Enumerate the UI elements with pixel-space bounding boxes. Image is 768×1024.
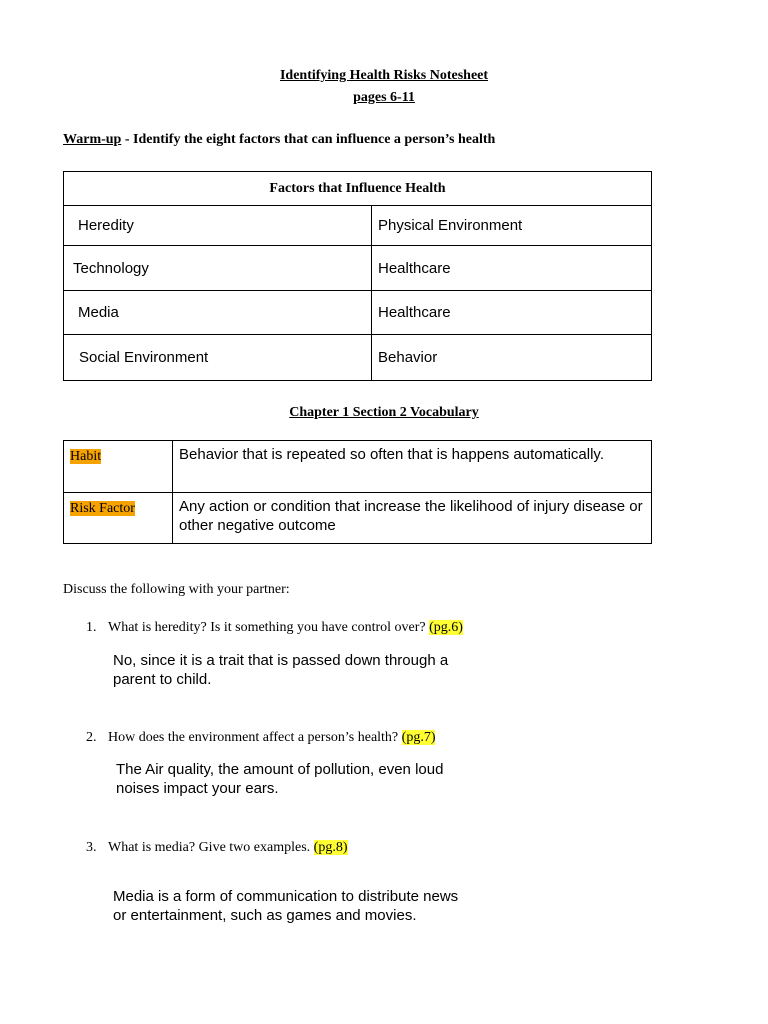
question-text: What is media? Give two examples.: [108, 840, 314, 855]
vocabulary-title: Chapter 1 Section 2 Vocabulary: [289, 405, 479, 420]
table-row: [64, 493, 652, 544]
factors-table-header-row: [64, 172, 652, 206]
factor-cell: Social Environment: [64, 335, 372, 381]
factor-cell: Healthcare: [372, 291, 652, 335]
vocab-term-cell: [64, 493, 173, 544]
answer-line: No, since it is a trait that is passed down through a: [113, 652, 449, 669]
vocab-definition: Behavior that is repeated so often that is happens automatically.: [173, 441, 652, 493]
page-range: pages 6-11: [353, 90, 415, 105]
question-1: [86, 620, 463, 636]
page-reference: (pg.7): [401, 730, 436, 745]
factor-cell: Heredity: [64, 206, 372, 246]
factor-cell: Technology: [64, 246, 372, 291]
question-3: [86, 840, 348, 856]
table-row: [64, 246, 652, 291]
warmup-text: - Identify the eight factors that can influence a person’s health: [121, 132, 496, 147]
answer-3: [113, 887, 458, 925]
answer-line: noises impact your ears.: [116, 780, 279, 797]
table-row: [64, 441, 652, 493]
question-text: What is heredity? Is it something you have control over?: [108, 620, 430, 635]
table-row: [64, 291, 652, 335]
page-reference: (pg.6): [429, 620, 463, 635]
vocab-term: Habit: [70, 449, 102, 464]
question-number: 1.: [86, 620, 97, 635]
warmup-prompt: [63, 132, 495, 148]
document-title: Identifying Health Risks Notesheet: [279, 68, 489, 83]
answer-line: or entertainment, such as games and movies.: [113, 907, 417, 924]
vocab-term: Risk Factor: [70, 501, 135, 516]
answer-line: Media is a form of communication to distribute news: [113, 888, 459, 905]
question-text: How does the environment affect a person’s health?: [108, 730, 402, 745]
question-number: 3.: [86, 840, 97, 855]
answer-line: parent to child.: [113, 671, 212, 688]
question-2: [86, 730, 435, 746]
table-row: [64, 335, 652, 381]
page-reference: (pg.8): [313, 840, 348, 855]
factors-table-header: Factors that Influence Health: [64, 172, 652, 206]
factors-table: [63, 171, 652, 381]
vocab-term-cell: [64, 441, 173, 493]
answer-2: [116, 760, 443, 798]
warmup-label: Warm-up: [63, 132, 122, 147]
factor-cell: Behavior: [372, 335, 652, 381]
factor-cell: Healthcare: [372, 246, 652, 291]
vocabulary-table: [63, 440, 652, 544]
factor-cell: Physical Environment: [372, 206, 652, 246]
answer-line: The Air quality, the amount of pollution, even loud: [116, 761, 444, 778]
vocab-definition: Any action or condition that increase the likelihood of injury disease or other negative outcome: [173, 493, 652, 544]
table-row: [64, 206, 652, 246]
answer-1: [113, 651, 448, 689]
discussion-intro: Discuss the following with your partner:: [63, 582, 290, 597]
question-number: 2.: [86, 730, 97, 745]
factor-cell: Media: [64, 291, 372, 335]
